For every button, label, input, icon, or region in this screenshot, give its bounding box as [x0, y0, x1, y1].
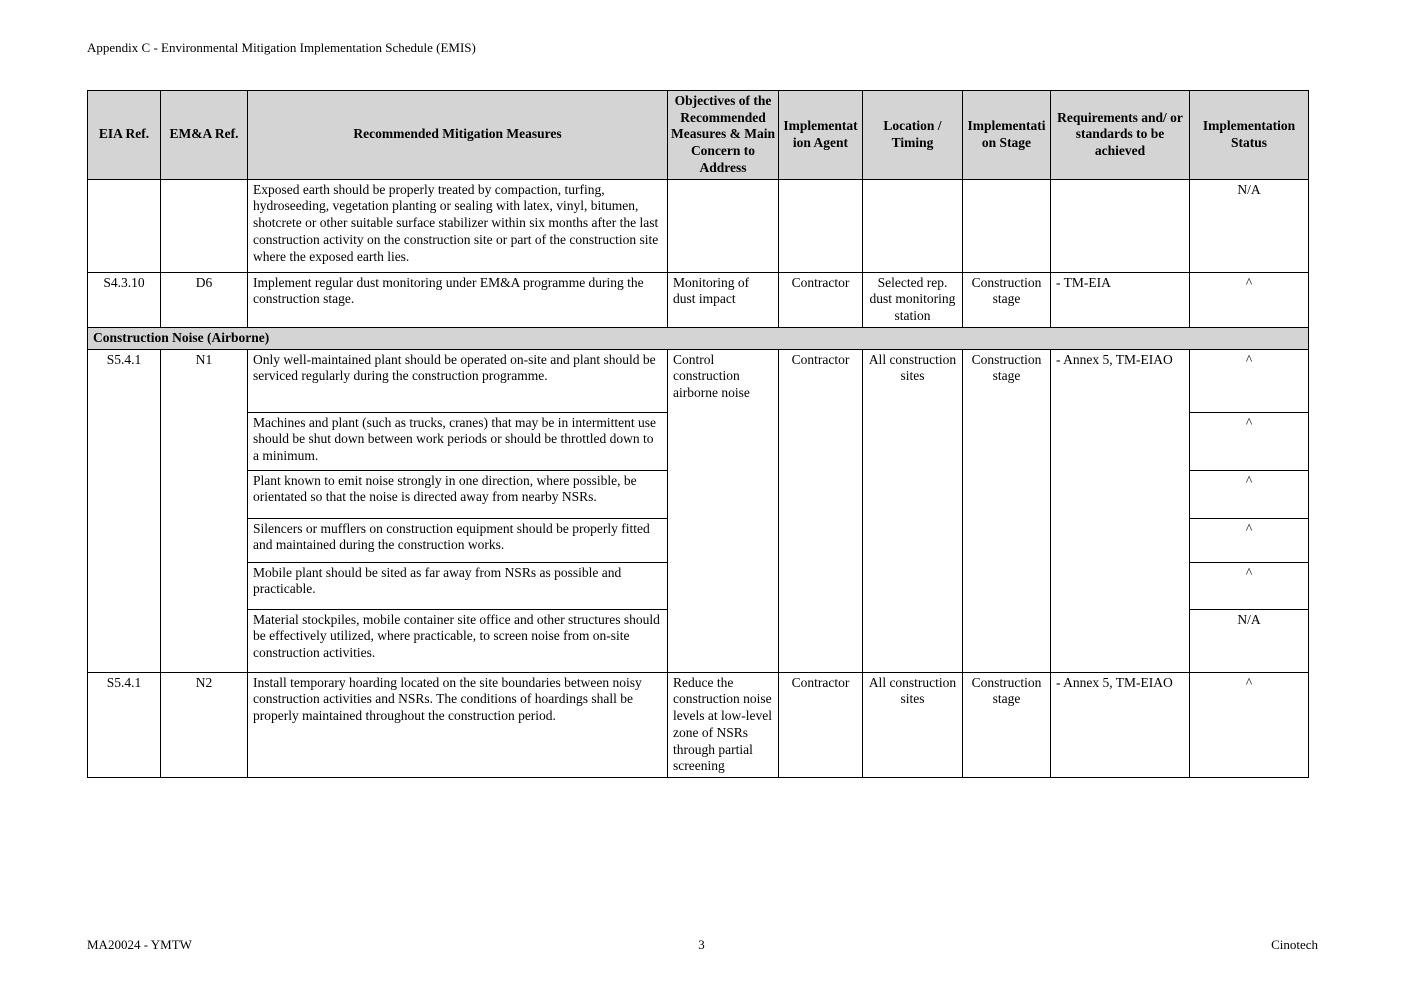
- cell-measure: Machines and plant (such as trucks, cranes) that may be in intermittent use should be shut down between work periods or should be throttled down to a minimum.: [248, 412, 668, 470]
- cell-requirements: [1051, 179, 1190, 272]
- column-header-measures: Recommended Mitigation Measures: [248, 91, 668, 180]
- cell-ema-ref: N1: [161, 349, 248, 672]
- cell-requirements: - Annex 5, TM-EIAO: [1051, 349, 1190, 672]
- cell-requirements: - TM-EIA: [1051, 272, 1190, 327]
- header-row: [88, 91, 1309, 180]
- column-header-ema-ref: EM&A Ref.: [161, 91, 248, 180]
- cell-objectives: [668, 179, 779, 272]
- page-title: Appendix C - Environmental Mitigation Implementation Schedule (EMIS): [87, 40, 476, 55]
- cell-agent: Contractor: [779, 672, 863, 777]
- cell-measure: Silencers or mufflers on construction equipment should be properly fitted and maintained during the construction works.: [248, 518, 668, 562]
- cell-location: Selected rep. dust monitoring station: [863, 272, 963, 327]
- cell-measure: Material stockpiles, mobile container site office and other structures should be effectively utilized, where practicable, to screen noise from on-site construction activities.: [248, 609, 668, 672]
- cell-stage: Construction stage: [963, 272, 1051, 327]
- cell-objectives: Reduce the construction noise levels at low-level zone of NSRs through partial screening: [668, 672, 779, 777]
- cell-status: ^: [1190, 672, 1309, 777]
- cell-ema-ref: [161, 179, 248, 272]
- cell-agent: Contractor: [779, 272, 863, 327]
- column-header-eia-ref: EIA Ref.: [88, 91, 161, 180]
- cell-agent: [779, 179, 863, 272]
- cell-location: [863, 179, 963, 272]
- cell-status: N/A: [1190, 609, 1309, 672]
- column-header-status: Implementation Status: [1190, 91, 1309, 180]
- cell-measure: Exposed earth should be properly treated by compaction, turfing, hydroseeding, vegetation planting or sealing with latex, vinyl, bitumen, shotcrete or other suitable surface stabilizer within six months after the last construction activity on the construction site or part of the construction site where the exposed earth lies.: [248, 179, 668, 272]
- cell-stage: Construction stage: [963, 349, 1051, 672]
- cell-location: All construction sites: [863, 672, 963, 777]
- cell-measure: Plant known to emit noise strongly in one direction, where possible, be orientated so that the noise is directed away from nearby NSRs.: [248, 470, 668, 518]
- cell-objectives: Monitoring of dust impact: [668, 272, 779, 327]
- cell-location: All construction sites: [863, 349, 963, 672]
- cell-eia-ref: S5.4.1: [88, 672, 161, 777]
- cell-agent: Contractor: [779, 349, 863, 672]
- table-row: [88, 179, 1309, 272]
- cell-requirements: - Annex 5, TM-EIAO: [1051, 672, 1190, 777]
- cell-measure: Install temporary hoarding located on the site boundaries between noisy construction activities and NSRs. The conditions of hoardings shall be properly maintained throughout the construction period.: [248, 672, 668, 777]
- cell-measure: Mobile plant should be sited as far away from NSRs as possible and practicable.: [248, 562, 668, 609]
- table-row: [88, 349, 1309, 412]
- column-header-objectives: Objectives of the Recommended Measures & Main Concern to Address: [668, 91, 779, 180]
- cell-status: ^: [1190, 412, 1309, 470]
- cell-status: ^: [1190, 518, 1309, 562]
- cell-eia-ref: S4.3.10: [88, 272, 161, 327]
- cell-eia-ref: S5.4.1: [88, 349, 161, 672]
- column-header-agent: Implementation Agent: [779, 91, 863, 180]
- cell-status: ^: [1190, 272, 1309, 327]
- table-row: [88, 272, 1309, 327]
- footer-company-name: Cinotech: [1271, 937, 1318, 952]
- cell-status: ^: [1190, 470, 1309, 518]
- cell-eia-ref: [88, 179, 161, 272]
- emis-table: [87, 90, 1309, 778]
- cell-status: ^: [1190, 562, 1309, 609]
- column-header-location: Location / Timing: [863, 91, 963, 180]
- footer-page-number: 3: [698, 937, 705, 952]
- cell-ema-ref: D6: [161, 272, 248, 327]
- table-row: [88, 672, 1309, 777]
- footer-document-id: MA20024 - YMTW: [87, 937, 192, 952]
- column-header-requirements: Requirements and/ or standards to be achieved: [1051, 91, 1190, 180]
- column-header-stage: Implementation Stage: [963, 91, 1051, 180]
- section-header-row: [88, 327, 1309, 349]
- cell-status: N/A: [1190, 179, 1309, 272]
- cell-measure: Implement regular dust monitoring under EM&A programme during the construction stage.: [248, 272, 668, 327]
- cell-stage: [963, 179, 1051, 272]
- cell-measure: Only well-maintained plant should be operated on-site and plant should be serviced regularly during the construction programme.: [248, 349, 668, 412]
- cell-objectives: Control construction airborne noise: [668, 349, 779, 672]
- section-title: Construction Noise (Airborne): [88, 327, 1309, 349]
- cell-stage: Construction stage: [963, 672, 1051, 777]
- cell-ema-ref: N2: [161, 672, 248, 777]
- cell-status: ^: [1190, 349, 1309, 412]
